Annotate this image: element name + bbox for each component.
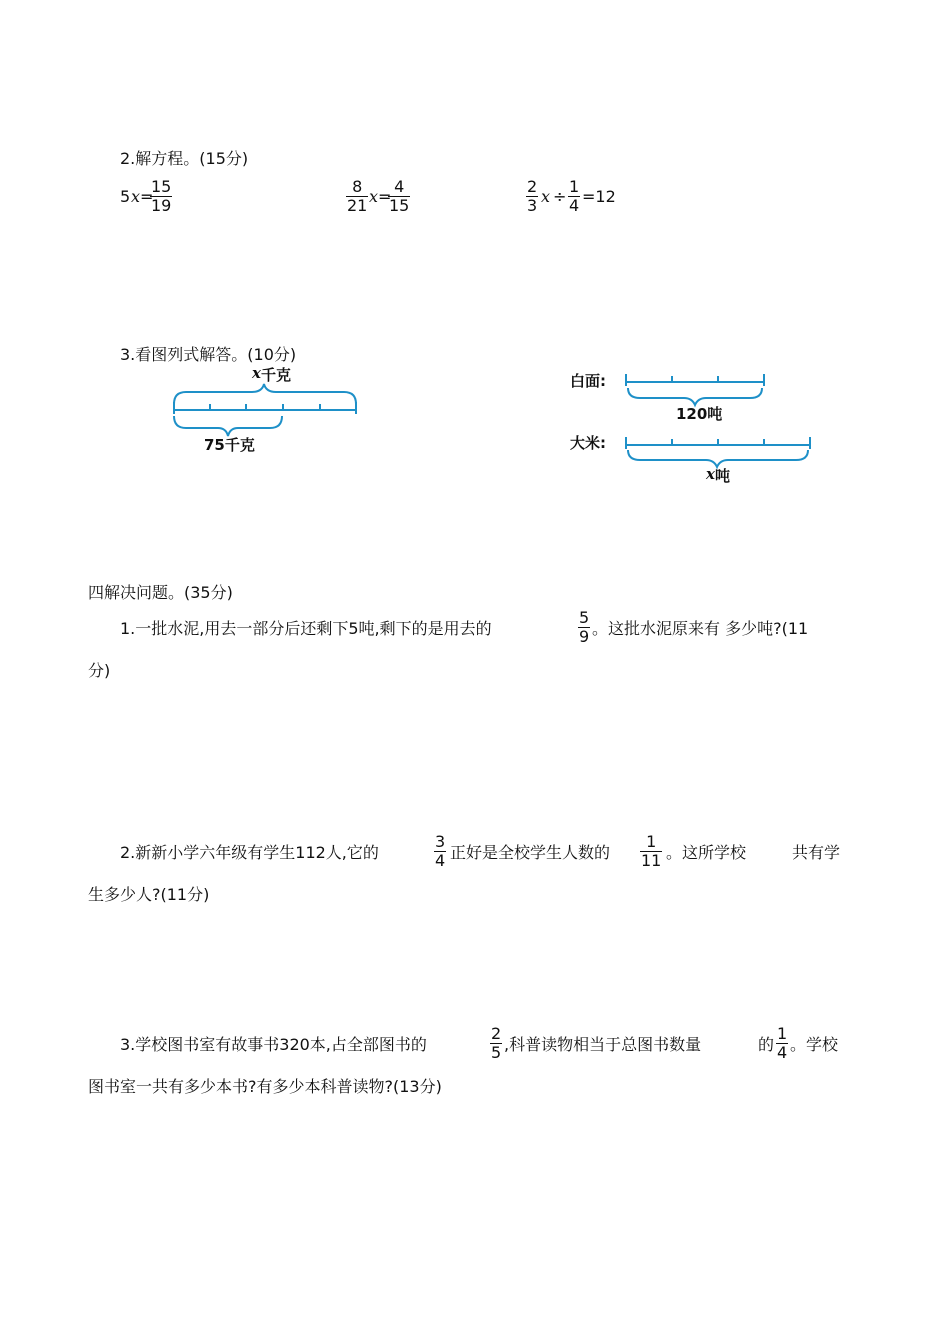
fraction-numerator: 15 [151,177,172,196]
diagram2-row2-label: 大米: [570,434,606,452]
fraction-numerator: 1 [777,1024,788,1043]
diagram1-top-var: x [252,364,261,382]
fraction-numerator: 1 [569,177,580,196]
q1-fraction [578,609,590,646]
q1-text-a: 1.一批水泥,用去一部分后还剩下5吨,剩下的是用去的 [120,619,492,638]
fraction-numerator: 5 [579,608,590,627]
fraction-numerator: 1 [646,832,657,851]
diagram2-row2-unit: 吨 [715,467,731,485]
fraction-numerator: 8 [352,177,363,196]
fraction-denominator: 11 [641,851,662,870]
q3-text-c: 的 [758,1035,775,1054]
fraction-numerator: 3 [435,832,446,851]
q3-text-d: 。学校 [790,1035,839,1054]
fraction-denominator: 4 [777,1043,788,1062]
diagram2-row2-var: x [706,465,715,483]
eq2-op: = [378,187,392,206]
fraction-numerator: 2 [491,1024,502,1043]
section-2-title: 2.解方程。(15分) [120,149,249,168]
q3-fraction-1 [490,1025,502,1062]
q2-text-b: 正好是全校学生人数的 [450,843,611,862]
diagram2-row1-value: 120吨 [676,405,723,423]
eq3-rhs: =12 [582,187,616,206]
q3-fraction-2 [776,1025,788,1062]
q3-text-e: 图书室一共有多少本书?有多少本科普读物?(13分) [88,1077,442,1096]
eq3-var: x [541,187,551,206]
fraction-denominator: 15 [389,196,410,215]
fraction-denominator: 21 [347,196,368,215]
fraction-denominator: 5 [491,1043,502,1062]
eq1-var: x [131,187,141,206]
q2-text-e: 生多少人?(11分) [88,885,210,904]
diagram1-bottom-label: 75千克 [204,436,255,454]
diagram1-top-brace [174,384,356,404]
fraction-denominator: 4 [569,196,580,215]
eq1-prefix: 5 [120,187,131,206]
q2-text-a: 2.新新小学六年级有学生112人,它的 [120,843,379,862]
q3-text-b: ,科普读物相当于总图书数量 [504,1035,702,1054]
q2-fraction-2 [640,833,662,870]
fraction-numerator: 2 [527,177,538,196]
diagram2-row1-label: 白面: [570,372,606,390]
fraction-numerator: 4 [394,177,405,196]
fraction-denominator: 3 [527,196,538,215]
q2-text-d: 共有学 [792,843,841,862]
fraction-denominator: 9 [579,627,590,646]
fraction-denominator: 19 [151,196,172,215]
q1-text-c: 分) [88,661,111,680]
eq3-op: ÷ [553,187,567,206]
fraction-denominator: 4 [435,851,446,870]
section-3-title: 3.看图列式解答。(10分) [120,345,297,364]
q1-text-b: 。这批水泥原来有 多少吨?(11 [592,619,809,638]
q2-text-c: 。这所学校 [666,843,747,862]
diagram1-bottom-brace [174,416,282,436]
q3-text-a: 3.学校图书室有故事书320本,占全部图书的 [120,1035,427,1054]
diagram1-top-unit: 千克 [261,366,292,384]
eq1-op: = [140,187,154,206]
q2-fraction-1 [434,833,446,870]
eq2-var: x [369,187,379,206]
section-4-title: 四解决问题。(35分) [88,583,233,602]
